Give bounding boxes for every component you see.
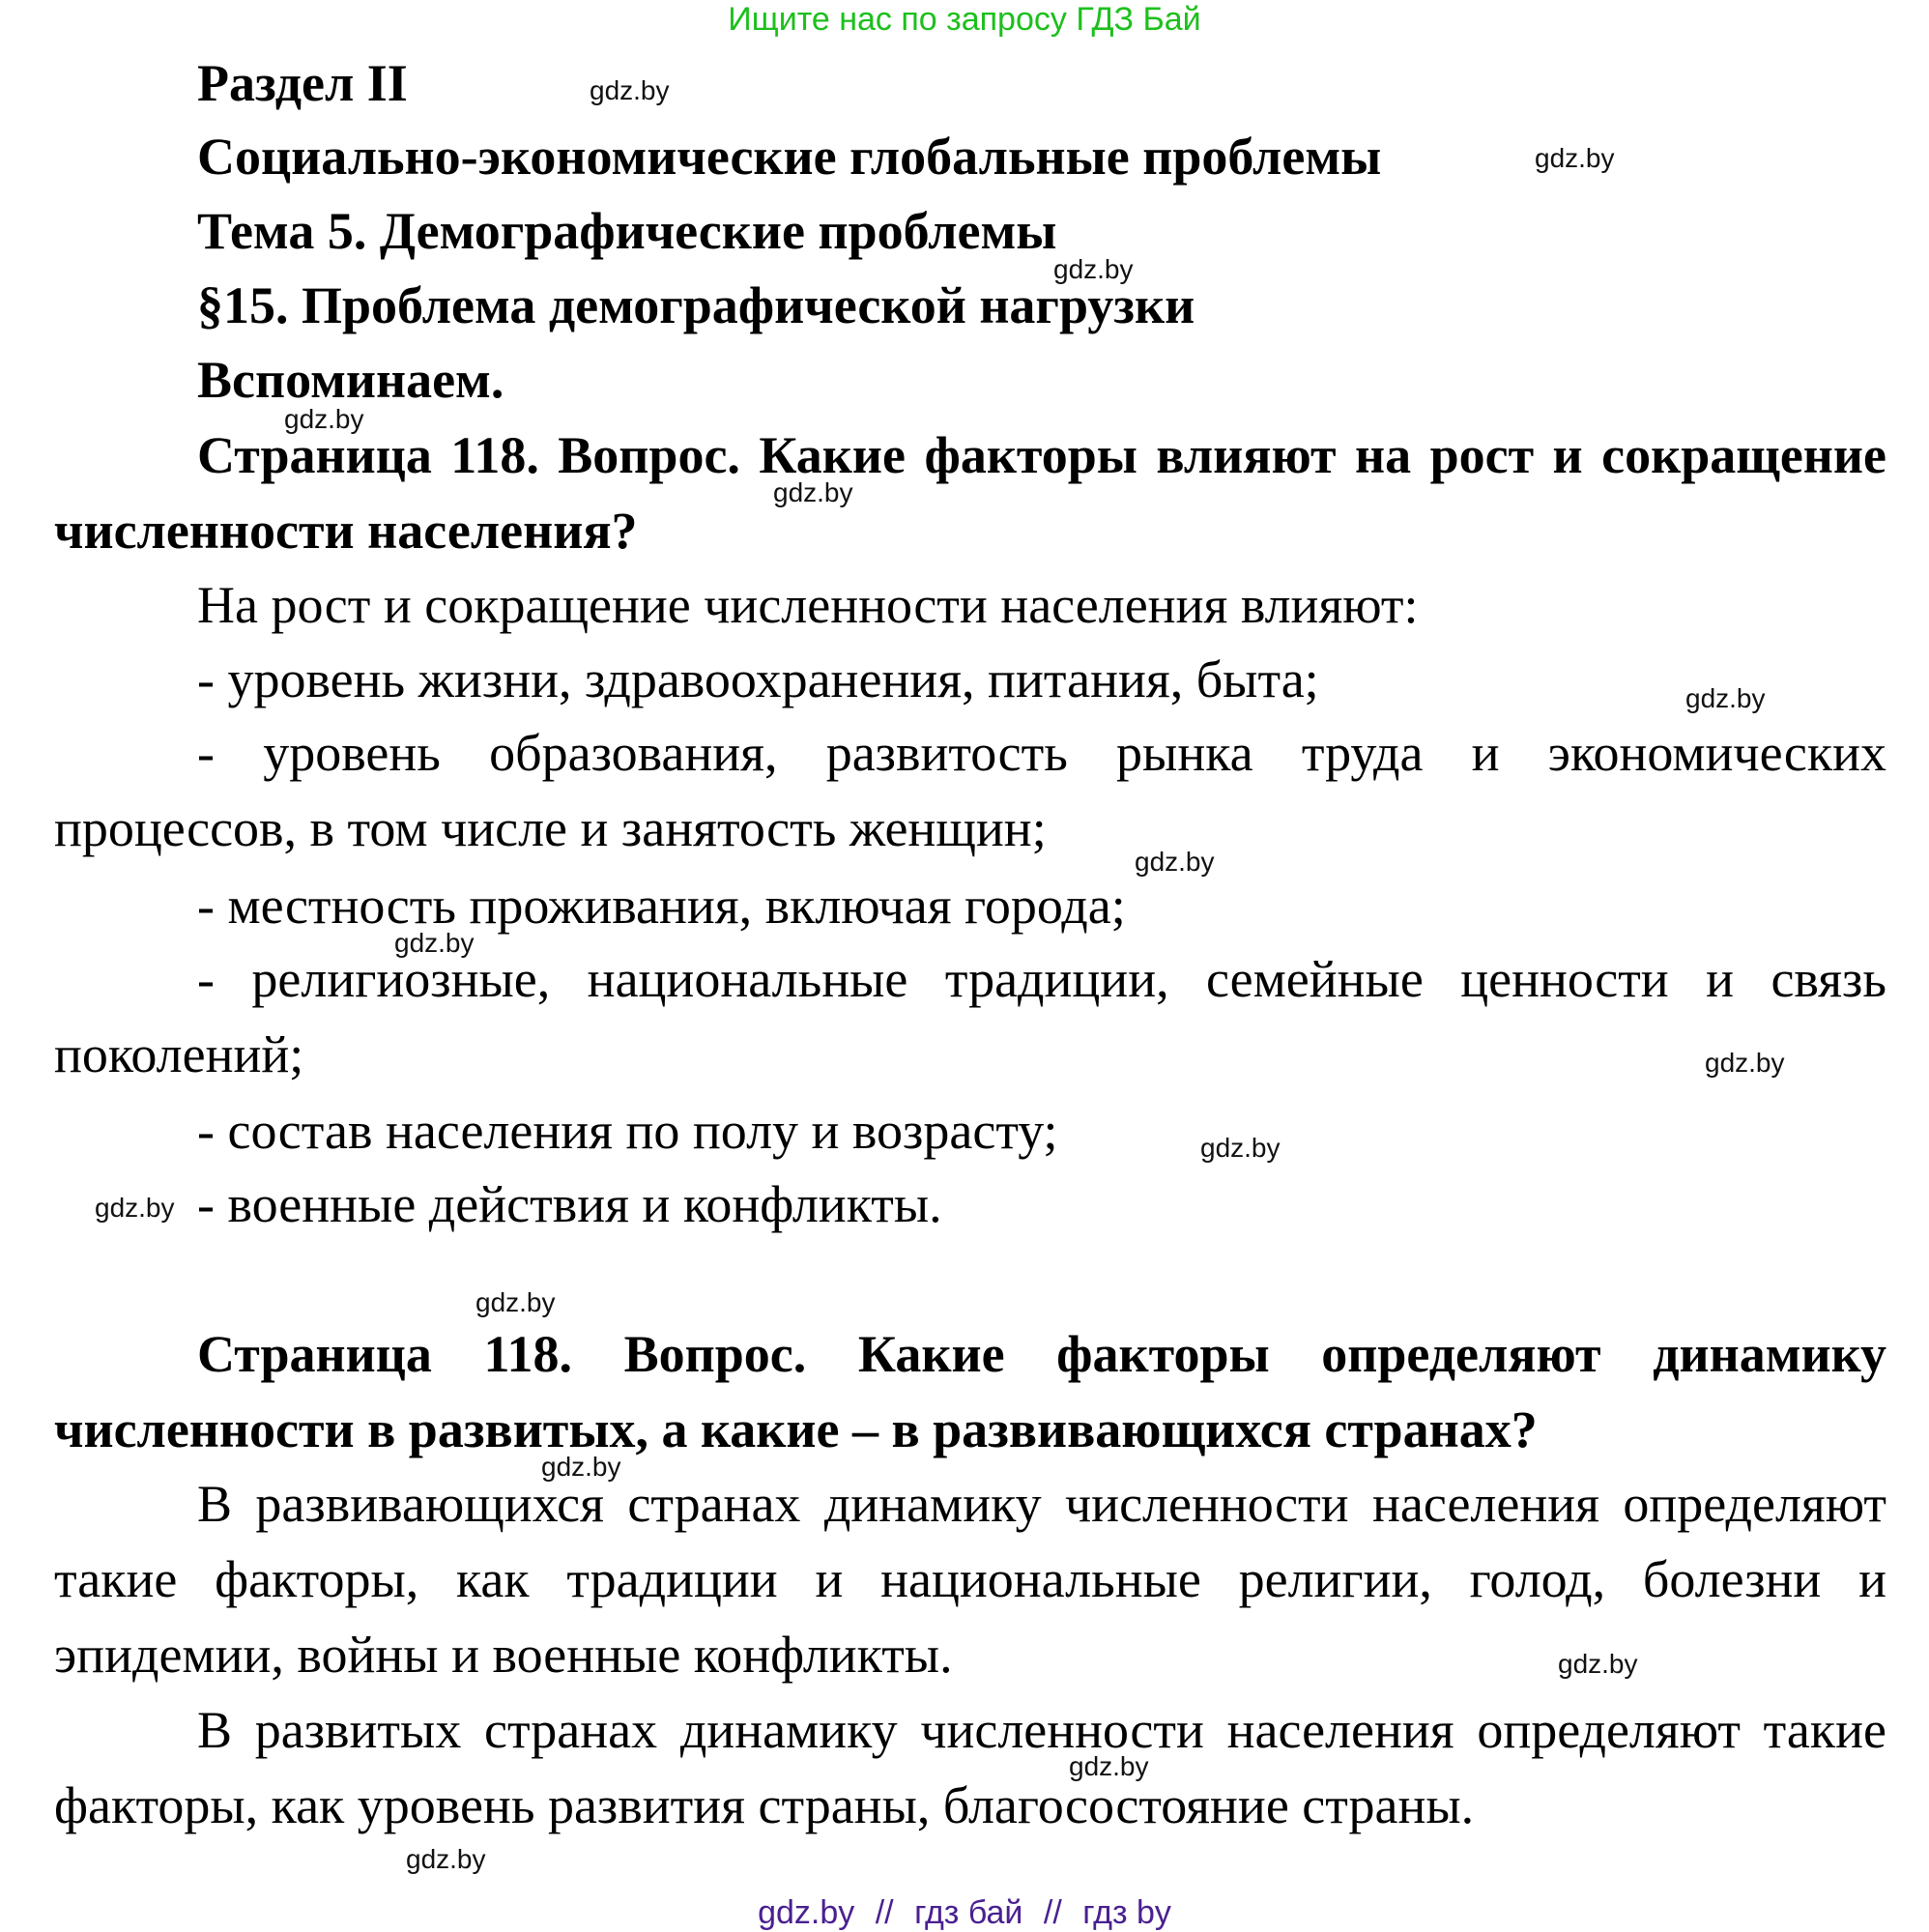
watermark: gdz.by xyxy=(1069,1751,1149,1781)
watermark: gdz.by xyxy=(541,1452,621,1482)
watermark: gdz.by xyxy=(1135,847,1215,877)
watermark: gdz.by xyxy=(1685,683,1766,713)
footer xyxy=(0,1894,1929,1931)
watermark: gdz.by xyxy=(406,1844,486,1874)
footer-separator: // xyxy=(1043,1894,1062,1931)
watermark: gdz.by xyxy=(1053,254,1134,284)
answer-1-item-2: - уровень образования, развитость рынка труда и экономических процессов, в том числе и занятость женщин; xyxy=(54,724,1886,857)
section-title: Социально-экономические глобальные проблемы xyxy=(197,128,1382,186)
question-1: Страница 118. Вопрос. Какие факторы влияют на рост и сокращение численности населения? xyxy=(54,426,1886,560)
watermark: gdz.by xyxy=(590,75,670,105)
watermark: gdz.by xyxy=(284,404,364,434)
watermark: gdz.by xyxy=(1535,143,1615,173)
answer-1-item-1: - уровень жизни, здравоохранения, питания, быта; xyxy=(197,650,1319,708)
watermark: gdz.by xyxy=(1558,1649,1638,1679)
recall-heading: Вспоминаем. xyxy=(197,351,504,409)
answer-1-item-3: - местность проживания, включая города; xyxy=(197,877,1126,935)
section-heading: Раздел II xyxy=(197,54,408,112)
answer-1-intro: На рост и сокращение численности населения влияют: xyxy=(197,576,1419,634)
answer-2-paragraph-2: В развитых странах динамику численности населения определяют такие факторы, как уровень развития страны, благосостояние страны. xyxy=(54,1701,1886,1834)
watermark: gdz.by xyxy=(1200,1133,1281,1163)
footer-link-gdz-by-cyr[interactable]: гдз by xyxy=(1082,1894,1171,1931)
topic-title: Тема 5. Демографические проблемы xyxy=(197,202,1057,260)
question-2: Страница 118. Вопрос. Какие факторы определяют динамику численности в развитых, а какие – в развивающихся странах? xyxy=(54,1325,1886,1458)
watermark: gdz.by xyxy=(773,477,853,507)
paragraph-title: §15. Проблема демографической нагрузки xyxy=(197,276,1195,334)
watermark: gdz.by xyxy=(394,928,475,958)
answer-1-item-5: - состав населения по полу и возрасту; xyxy=(197,1102,1058,1160)
footer-link-gdz-bai[interactable]: гдз бай xyxy=(914,1894,1023,1931)
search-banner: Ищите нас по запросу ГДЗ Бай xyxy=(728,1,1201,38)
watermark: gdz.by xyxy=(475,1287,556,1317)
watermark: gdz.by xyxy=(95,1193,175,1223)
footer-link-gdz-by[interactable]: gdz.by xyxy=(758,1894,855,1931)
answer-1-item-6: - военные действия и конфликты. xyxy=(197,1175,942,1233)
watermark: gdz.by xyxy=(1705,1048,1785,1078)
footer-separator: // xyxy=(875,1894,894,1931)
answer-2-paragraph-1: В развивающихся странах динамику численности населения определяют такие факторы, как традиции и национальные религии, голод, болезни и эпидемии, войны и военные конфликты. xyxy=(54,1475,1886,1684)
answer-1-item-4: - религиозные, национальные традиции, семейные ценности и связь поколений; xyxy=(54,950,1886,1083)
